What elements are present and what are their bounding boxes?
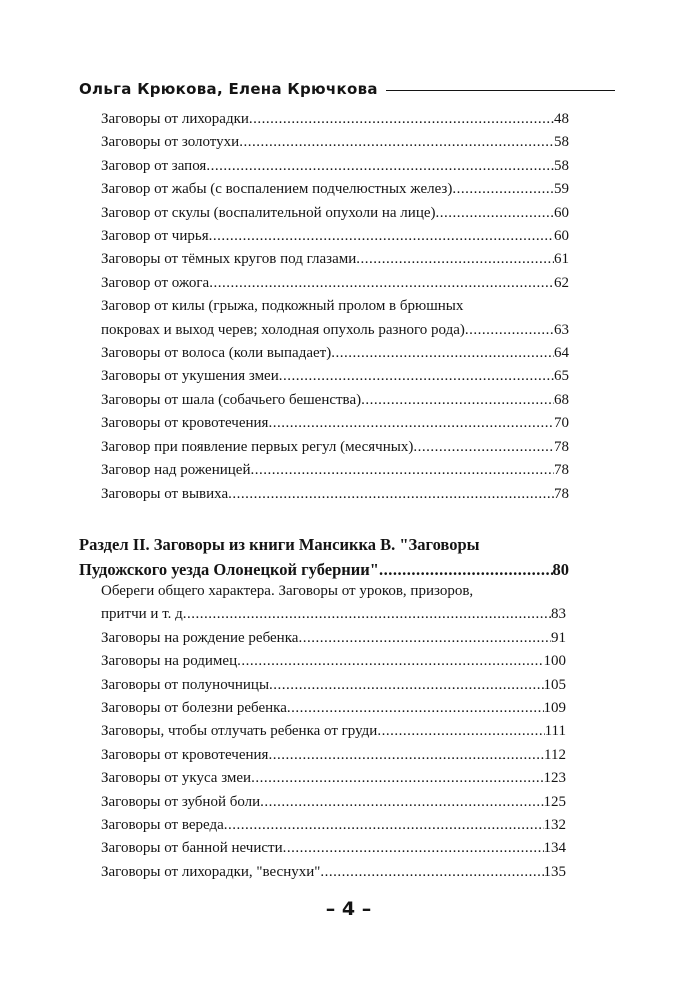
toc-entry[interactable]	[101, 697, 566, 720]
toc-entry-page: 109	[543, 700, 566, 717]
leader-dots	[331, 342, 554, 365]
toc-entry-oberegi[interactable]	[101, 580, 566, 627]
leader-dots	[250, 459, 554, 482]
page-number: – 4 –	[325, 898, 372, 920]
header-rule	[386, 90, 615, 91]
toc-group-2	[101, 342, 569, 506]
leader-dots	[260, 791, 543, 814]
leader-dots	[224, 814, 544, 837]
leader-dots	[379, 557, 553, 582]
leader-dots	[279, 365, 554, 388]
toc-entry[interactable]	[101, 744, 566, 767]
toc-entry-title: Заговоры от лихорадки, "веснухи"	[101, 863, 321, 880]
toc-entry-page: 48	[554, 111, 569, 127]
toc-entry-title: Заговоры от вереда	[101, 817, 224, 834]
toc-entry[interactable]	[101, 436, 569, 459]
toc-entry-page: 105	[543, 676, 566, 693]
toc-entry-title: Заговор от чирья	[101, 228, 209, 245]
leader-dots	[209, 272, 554, 295]
leader-dots	[228, 483, 554, 506]
leader-dots	[209, 225, 554, 248]
leader-dots	[361, 389, 554, 412]
leader-dots	[452, 178, 554, 201]
toc-entry-title-line1: Заговор от килы (грыжа, подкожный пролом в брюшных	[101, 298, 464, 315]
toc-entry-page: 58	[554, 134, 569, 151]
toc-entry[interactable]	[101, 837, 566, 860]
toc-entry	[101, 319, 569, 342]
toc-entry-title: Заговоры от волоса (коли выпадает)	[101, 345, 332, 362]
toc-entry-title: Заговоры от зубной боли	[101, 793, 261, 810]
toc-entry-page: 65	[554, 368, 569, 385]
toc-entry-title: Заговоры от кровотечения	[101, 415, 269, 432]
toc-entry[interactable]	[101, 720, 566, 743]
toc-entry-page: 62	[554, 274, 569, 291]
toc-entry-page: 134	[543, 840, 566, 857]
toc-entry-title: Заговор над роженицей	[101, 462, 251, 479]
leader-dots	[465, 319, 554, 342]
toc-entry-page: 123	[543, 770, 566, 787]
toc-entry[interactable]	[101, 365, 569, 388]
leader-dots	[249, 108, 554, 131]
toc-entry-page: 78	[554, 485, 569, 502]
toc-entry-title: Заговоры, чтобы отлучать ребенка от груди	[101, 723, 378, 740]
toc-entry[interactable]	[101, 483, 569, 506]
toc-entry	[101, 603, 566, 626]
section-title-line2: Пудожского уезда Олонецкой губернии"	[79, 560, 379, 579]
toc-entry-title: Заговоры от золотухи	[101, 134, 240, 151]
toc-group-3	[101, 627, 566, 884]
toc-entry[interactable]	[101, 627, 566, 650]
toc-entry-page: 64	[554, 345, 569, 362]
leader-dots	[206, 155, 554, 178]
toc-entry-page: 68	[554, 391, 569, 408]
section-heading[interactable]	[79, 532, 569, 582]
toc-entry[interactable]	[101, 131, 569, 154]
toc-entry-title: Заговоры от укуса змеи	[101, 770, 252, 787]
toc-entry-page: 132	[543, 817, 566, 834]
toc-entry-title: Заговоры от полуночницы	[101, 676, 270, 693]
toc-entry-page: 59	[554, 181, 569, 198]
toc-entry[interactable]	[101, 412, 569, 435]
toc-entry[interactable]	[101, 272, 569, 295]
toc-entry-title: притчи и т. д	[101, 606, 183, 623]
toc-entry-title: Заговоры на родимец	[101, 653, 238, 670]
toc-entry[interactable]	[101, 459, 569, 482]
toc-entry[interactable]	[101, 791, 566, 814]
toc-entry-page: 60	[554, 204, 569, 221]
toc-entry[interactable]	[101, 814, 566, 837]
toc-entry-title: Заговор при появление первых регул (месячных)	[101, 438, 414, 455]
leader-dots	[283, 837, 544, 860]
toc-entry-page: 135	[543, 863, 566, 880]
toc-entry-page: 78	[554, 438, 569, 455]
leader-dots	[436, 202, 554, 225]
toc-entry[interactable]	[101, 674, 566, 697]
toc-entry[interactable]	[101, 178, 569, 201]
toc-entry-title-line1: Обереги общего характера. Заговоры от уроков, призоров,	[101, 583, 474, 599]
toc-entry-page: 111	[544, 723, 566, 740]
leader-dots	[183, 603, 551, 626]
toc-list	[101, 108, 569, 506]
toc-entry-title: Заговор от скулы (воспалительной опухоли на лице)	[101, 204, 436, 221]
toc-entry-page: 91	[551, 629, 566, 646]
toc-entry-title: Заговор от запоя	[101, 157, 207, 174]
section-title-line1: Раздел II. Заговоры из книги Мансикка В. "Заговоры	[79, 535, 480, 554]
toc-entry-page: 125	[543, 793, 566, 810]
toc-entry-page: 78	[554, 462, 569, 479]
toc-entry-page: 63	[554, 321, 569, 338]
running-header	[79, 80, 615, 98]
leader-dots	[287, 697, 544, 720]
leader-dots	[377, 720, 544, 743]
toc-entry-title: Заговор от ожога	[101, 274, 210, 291]
toc-entry[interactable]	[101, 342, 569, 365]
leader-dots	[251, 767, 543, 790]
toc-entry-page: 60	[554, 228, 569, 245]
toc-entry-title: Заговоры от кровотечения	[101, 746, 269, 763]
leader-dots	[237, 650, 543, 673]
leader-dots	[298, 627, 551, 650]
toc-entry[interactable]	[101, 767, 566, 790]
toc-entry-title: Заговоры от тёмных кругов под глазами	[101, 251, 357, 268]
toc-entry[interactable]	[101, 389, 569, 412]
toc-entry-title: Заговоры от укушения змеи	[101, 368, 279, 385]
toc-entry-page: 61	[554, 251, 569, 268]
toc-entry-title: покровах и выход черев; холодная опухоль разного рода)	[101, 321, 465, 338]
authors: Ольга Крюкова, Елена Крючкова	[79, 80, 378, 98]
toc-group-1	[101, 108, 569, 295]
section-page: 80	[552, 560, 569, 579]
toc-entry-title: Заговоры от лихорадки	[101, 111, 249, 127]
leader-dots	[239, 131, 554, 154]
toc-entry-title: Заговор от жабы (с воспалением подчелюстных желез)	[101, 181, 453, 198]
toc-entry-page: 100	[543, 653, 566, 670]
toc-entry-page: 70	[554, 415, 569, 432]
toc-entry-page: 83	[551, 606, 566, 623]
toc-entry-title: Заговоры от болезни ребенка	[101, 700, 287, 717]
toc-entry[interactable]	[101, 155, 569, 178]
leader-dots	[320, 861, 543, 884]
toc-entry[interactable]	[101, 650, 566, 673]
toc-entry-title: Заговоры на рождение ребенка	[101, 629, 299, 646]
toc-entry-page: 112	[544, 746, 566, 763]
toc-entry[interactable]	[101, 202, 569, 225]
toc-entry-page: 58	[554, 157, 569, 174]
toc-list-section2	[101, 580, 566, 884]
toc-entry[interactable]	[101, 225, 569, 248]
section-entry	[79, 557, 569, 582]
leader-dots	[413, 436, 554, 459]
toc-entry-title: Заговоры от вывиха	[101, 485, 229, 502]
toc-entry-title: Заговоры от банной нечисти	[101, 840, 283, 857]
toc-entry[interactable]	[101, 108, 569, 131]
leader-dots	[269, 674, 543, 697]
leader-dots	[268, 744, 544, 767]
leader-dots	[356, 248, 554, 271]
toc-entry[interactable]	[101, 248, 569, 271]
leader-dots	[268, 412, 554, 435]
toc-entry[interactable]	[101, 861, 566, 884]
toc-entry-kila[interactable]	[101, 295, 569, 342]
toc-entry-title: Заговоры от шала (собачьего бешенства)	[101, 391, 362, 408]
